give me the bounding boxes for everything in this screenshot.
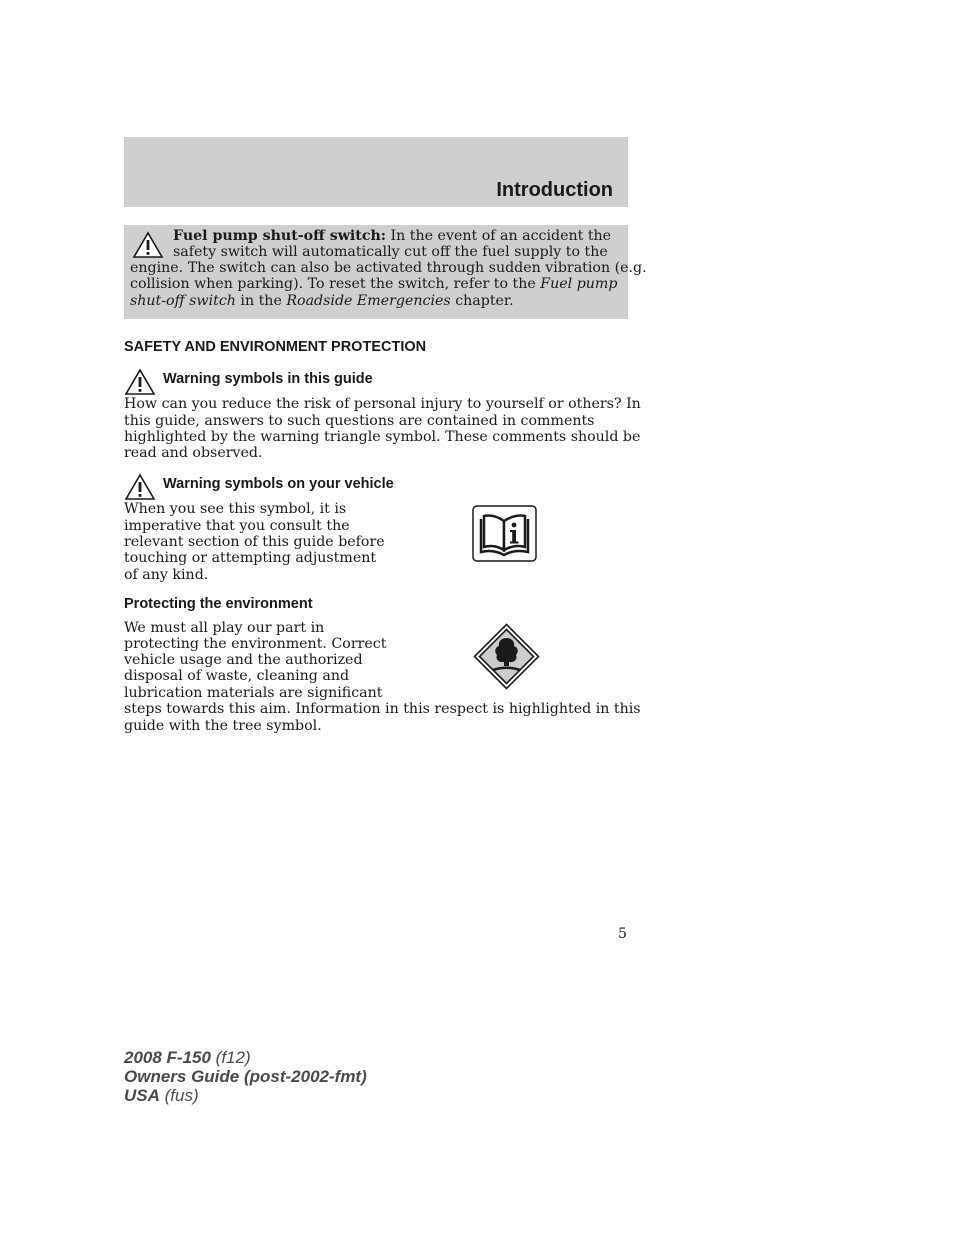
footer-line-3: [124, 1086, 367, 1105]
guide-symbols-line: read and observed.: [124, 445, 263, 461]
environment-heading: Protecting the environment: [124, 596, 313, 612]
vehicle-symbols-line: of any kind.: [124, 567, 209, 583]
vehicle-symbols-heading: Warning symbols on your vehicle: [163, 476, 394, 492]
note-line-4-text: collision when parking). To reset the switch, refer to the: [130, 276, 541, 292]
page-number: 5: [618, 926, 627, 942]
environment-line: guide with the tree symbol.: [124, 718, 322, 734]
environment-line: steps towards this aim. Information in this respect is highlighted in this: [124, 701, 641, 717]
owner-manual-info-icon: [472, 505, 537, 562]
chapter-title: Introduction: [496, 179, 613, 201]
environment-line: disposal of waste, cleaning and: [124, 668, 350, 684]
note-line-1-text: In the event of an accident the: [386, 228, 612, 244]
footer-market-code: (fus): [159, 1086, 199, 1105]
note-line-5-text: in the: [235, 293, 287, 309]
footer-line-1: [124, 1048, 367, 1067]
note-label: Fuel pump shut-off switch:: [173, 228, 387, 244]
footer-market: USA: [124, 1086, 160, 1105]
note-line-5: [130, 293, 514, 309]
vehicle-symbols-line: relevant section of this guide before: [124, 534, 385, 550]
warning-triangle-icon: [132, 231, 164, 259]
note-line-1: [173, 228, 611, 244]
guide-symbols-heading: Warning symbols in this guide: [163, 371, 373, 387]
section-heading: SAFETY AND ENVIRONMENT PROTECTION: [124, 339, 427, 355]
note-reference-italic-2: shut-off switch: [130, 293, 236, 309]
note-chapter-reference: Roadside Emergencies: [286, 293, 451, 309]
note-line-5-end: chapter.: [450, 293, 514, 309]
vehicle-symbols-line: When you see this symbol, it is: [124, 501, 347, 517]
document-footer: [124, 1048, 367, 1105]
warning-note: [124, 225, 647, 319]
environment-line: We must all play our part in: [124, 620, 325, 636]
note-reference-italic: Fuel pump: [540, 276, 618, 292]
footer-guide-type: Owners Guide (post-2002-fmt): [124, 1067, 367, 1086]
environment-line: protecting the environment. Correct: [124, 636, 387, 652]
guide-symbols-line: this guide, answers to such questions are contained in comments: [124, 413, 595, 429]
note-line-4: [130, 276, 617, 292]
note-line-3: engine. The switch can also be activated through sudden vibration (e.g.: [130, 260, 647, 276]
tree-environment-icon: [473, 623, 540, 690]
vehicle-symbols-line: touching or attempting adjustment: [124, 550, 377, 566]
footer-model-code: (f12): [210, 1048, 251, 1067]
environment-line: lubrication materials are significant: [124, 685, 383, 701]
guide-symbols-line: How can you reduce the risk of personal injury to yourself or others? In: [124, 396, 641, 412]
footer-line-2: [124, 1067, 367, 1086]
vehicle-symbols-line: imperative that you consult the: [124, 518, 350, 534]
environment-line: vehicle usage and the authorized: [124, 652, 363, 668]
note-line-2: safety switch will automatically cut off the fuel supply to the: [173, 244, 608, 260]
warning-triangle-icon: [124, 473, 156, 501]
guide-symbols-line: highlighted by the warning triangle symbol. These comments should be: [124, 429, 641, 445]
footer-model: 2008 F-150: [124, 1048, 211, 1067]
warning-triangle-icon: [124, 368, 156, 396]
chapter-header: [124, 137, 628, 207]
